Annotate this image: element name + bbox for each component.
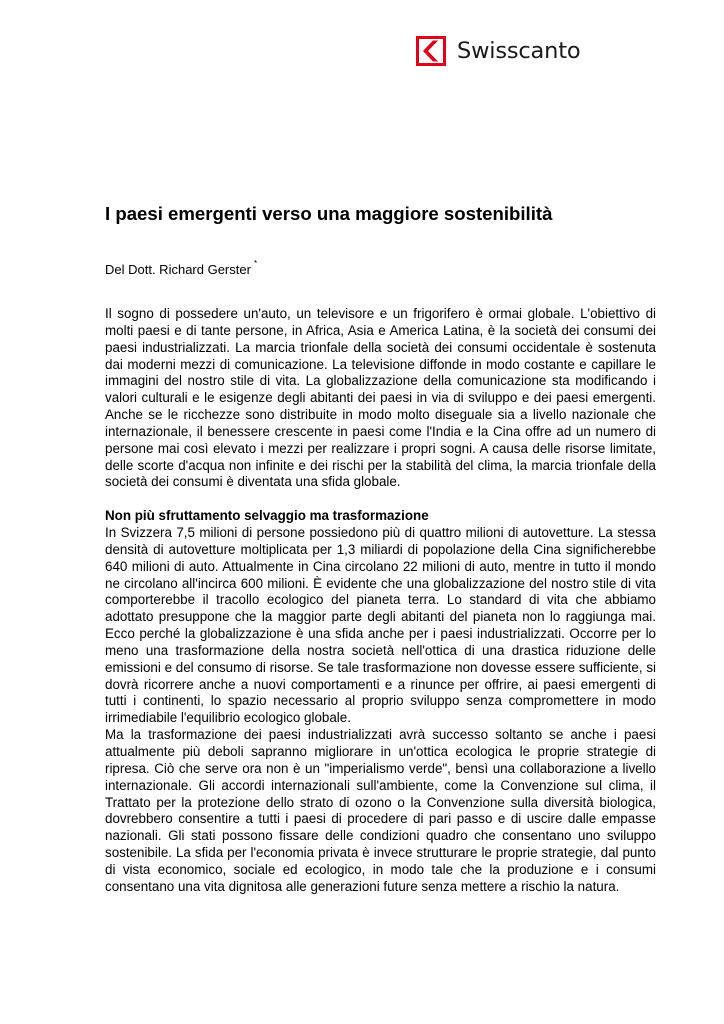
- author-name: Del Dott. Richard Gerster: [105, 262, 251, 277]
- footnote-mark: *: [253, 259, 258, 268]
- section-paragraph-2: Ma la trasformazione dei paesi industrializzati avrà successo soltanto se anche i paesi attualmente più deboli sapranno migliorare in un'ottica ecologica le proprie strategie di ripresa. Ciò che serve ora non è un "imperialismo verde", bensì una collaborazione a livello internazionale. Gli accordi internazionali sull'ambiente, come la Convenzione sul clima, il Trattato per la protezione dello strato di ozono o la Convenzione sulla diversità biologica, dovrebbero consentire a tutti i paesi di procedere di pari passo e di uscire dalle empasse nazionali. Gli stati possono fissare delle condizioni quadro che consentano uno sviluppo sostenibile. La sfida per l'economia privata è invece strutturare le proprie strategie, dal punto di vista economico, sociale ed ecologico, in modo tale che la produzione e i consumi consentano una vita dignitosa alle generazioni future senza mettere a rischio la natura.: [105, 727, 656, 894]
- intro-paragraph: Il sogno di possedere un'auto, un televisore e un frigorifero è ormai globale. L'obiettivo di molti paesi e di tante persone, in Africa, Asia e America Latina, è la società dei consumi dei paesi industrializzati. La marcia trionfale della società dei consumi occidentale è sostenuta dai moderni mezzi di comunicazione. La televisione diffonde in modo costante e capillare le immagini del nostro stile di vita. La globalizzazione della comunicazione sta modificando i valori culturali e le esigenze degli abitanti dei paesi in via di sviluppo e dei paesi emergenti. Anche se le ricchezze sono distribuite in modo molto diseguale sia a livello nazionale che internazionale, il benessere crescente in paesi come l'India e la Cina offre ad un numero di persone mai così elevato i mezzi per realizzare i propri sogni. A causa delle risorse limitate, delle scorte d'acqua non infinite e dei rischi per la stabilità del clima, la marcia trionfale della società dei consumi è diventata una sfida globale.: [105, 306, 656, 490]
- document-body: [105, 306, 656, 896]
- swisscanto-logo-icon: [416, 36, 446, 66]
- logo-wordmark: Swisscanto: [457, 38, 581, 64]
- section-paragraph-1: In Svizzera 7,5 milioni di persone possiedono più di quattro milioni di autovetture. La stessa densità di autovetture moltiplicata per 1,3 miliardi di popolazione della Cina significherebbe 640 milioni di auto. Attualmente in Cina circolano 22 milioni di auto, mentre in tutto il mondo ne circolano all'incirca 600 milioni. È evidente che una globalizzazione del nostro stile di vita comporterebbe il tracollo ecologico del pianeta terra. Lo standard di vita che abbiamo adottato presuppone che la maggior parte degli abitanti del pianeta non lo raggiunga mai. Ecco perché la globalizzazione è una sfida anche per i paesi industrializzati. Occorre per lo meno una trasformazione della nostra società nell'ottica di una drastica riduzione delle emissioni e del consumo di risorse. Se tale trasformazione non dovesse essere sufficiente, si dovrà ricorrere anche a nuovi comportamenti e a rinunce per offrire, ai paesi emergenti di tutti i continenti, lo spazio necessario al proprio sviluppo senza compromettere in modo irrimediabile l'equilibrio ecologico globale.: [105, 525, 656, 726]
- section-heading: Non più sfruttamento selvaggio ma trasformazione: [105, 508, 429, 524]
- author-line: [105, 259, 258, 278]
- document-title: I paesi emergenti verso una maggiore sostenibilità: [105, 203, 553, 224]
- swisscanto-logo: [416, 34, 580, 68]
